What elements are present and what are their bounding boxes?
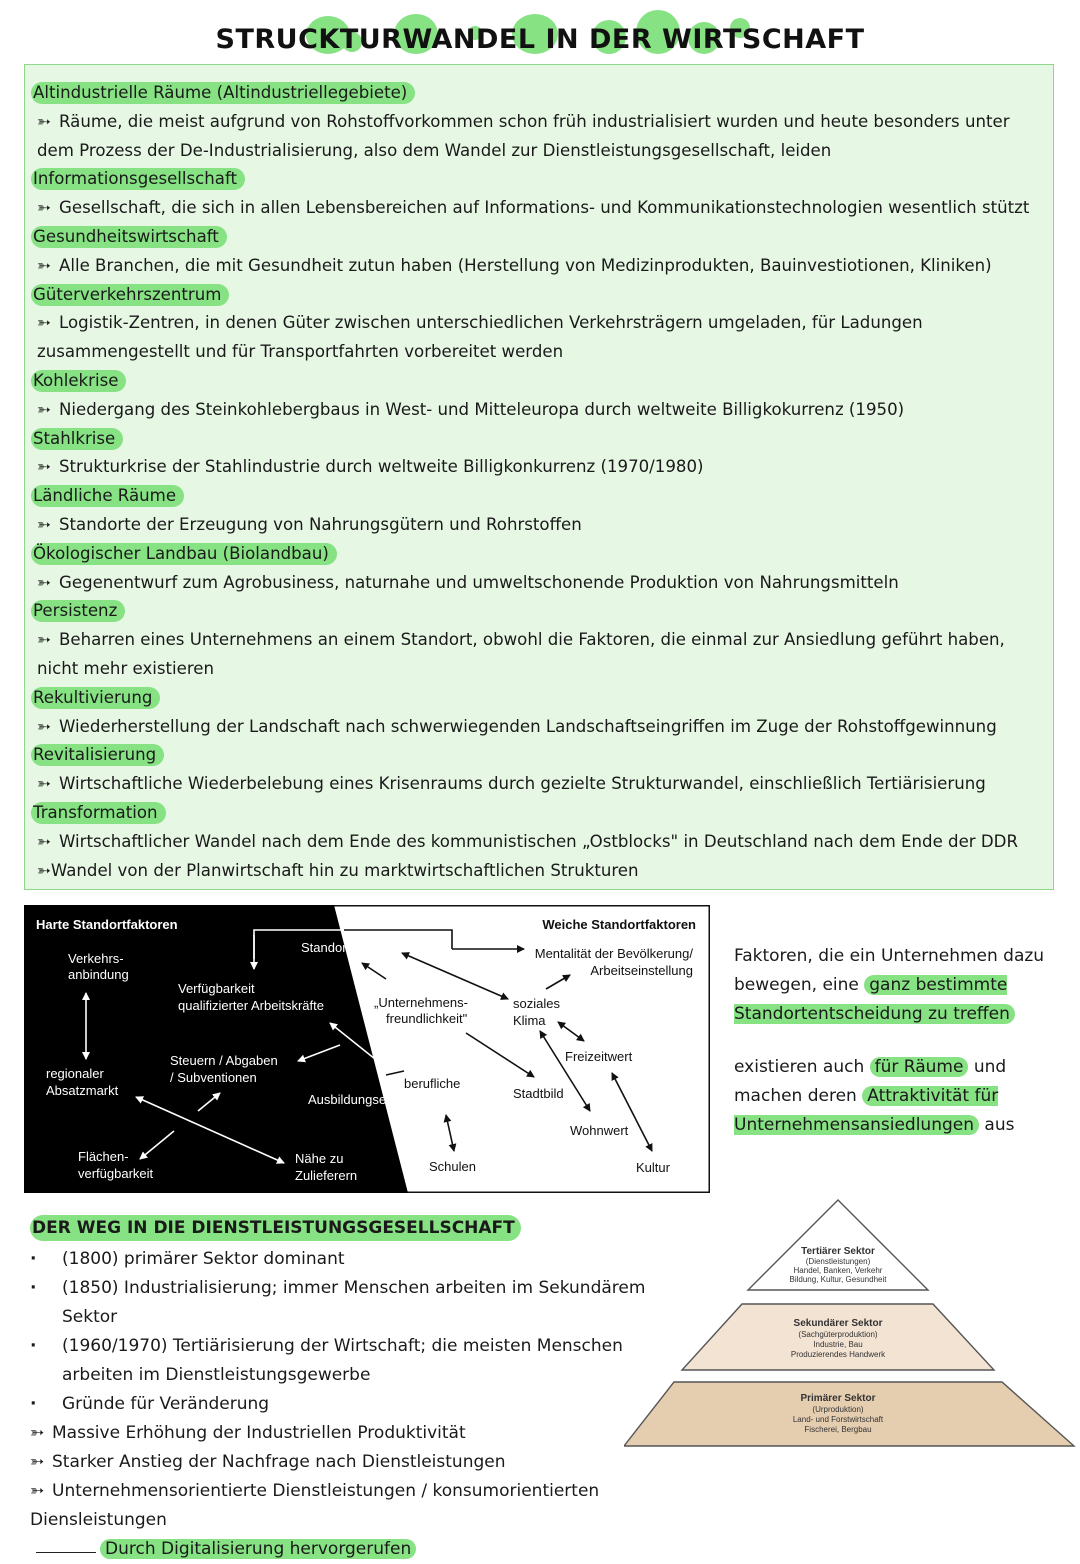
arrow-icon: ➳: [37, 716, 51, 736]
glossary-definition: [31, 108, 1041, 166]
arrow-icon: ➳: [37, 313, 51, 333]
glossary-term: Güterverkehrszentrum: [31, 284, 229, 306]
label-standortimage-a: Standortimage: [301, 940, 386, 955]
note-highlight: für Räume: [870, 1057, 969, 1077]
glossary-term: Transformation: [31, 802, 166, 824]
label-unternehmensfreundlichkeit-2: freundlichkeit": [386, 1011, 468, 1026]
note-text: existieren auch: [734, 1057, 870, 1077]
reason-text: Starker Anstieg der Nachfrage nach Dienstleistungen: [52, 1452, 506, 1472]
sektoren-pyramid: [624, 1190, 1080, 1450]
reason-text: Massive Erhöhung der Industriellen Produktivität: [52, 1423, 466, 1443]
arrow-icon: ➳: [37, 572, 51, 592]
glossary-definition: [31, 770, 1041, 799]
label-kultur: Kultur: [636, 1160, 670, 1175]
label-flaechen: Flächen-: [78, 1149, 129, 1164]
glossary-definition: [31, 713, 1041, 742]
definition-text: Räume, die meist aufgrund von Rohstoffvorkommen schon früh industrialisiert wurden und heute besonders unter dem Prozess der De-Industrialisierung, also dem Wandel zur Dienstleistungsgesellschaft, leiden: [37, 111, 1010, 160]
arrow-icon: ➳: [37, 774, 51, 794]
label-berufliche: berufliche: [404, 1076, 461, 1091]
note-text: aus: [979, 1115, 1015, 1135]
glossary-term: Gesundheitswirtschaft: [31, 226, 227, 248]
glossary-definition: [31, 453, 1041, 482]
glossary-box: [24, 64, 1054, 890]
arrow-icon: ➳: [30, 1481, 45, 1501]
glossary-definition: [31, 511, 1041, 540]
dienstleistung-section: [30, 1214, 690, 1564]
secondary-sub: (Sachgüterproduktion): [798, 1330, 878, 1339]
definition-text: Logistik-Zentren, in denen Güter zwischen unterschiedlichen Verkehrsträgern umgeladen, für Ladungen zusammengestellt und für Transportfahrten vorbereitet werden: [37, 313, 923, 362]
definition-text: Strukturkrise der Stahlindustrie durch weltweite Billigkonkurrenz (1970/1980): [59, 457, 704, 477]
label-mentalitaet: Mentalität der Bevölkerung/: [534, 946, 693, 961]
definition-text: Standorte der Erzeugung von Nahrungsgütern und Rohrstoffen: [59, 514, 582, 534]
glossary-definition: [31, 252, 1041, 281]
label-steuern-2: / Subventionen: [170, 1070, 257, 1085]
secondary-title: Sekundärer Sektor: [793, 1318, 883, 1329]
glossary-definition: [31, 194, 1041, 223]
glossary-term: Persistenz: [31, 600, 125, 622]
label-absatzmarkt: regionaler: [46, 1066, 104, 1081]
label-verkehrsanbindung: Verkehrs-: [68, 951, 124, 966]
conclusion-highlight: Durch Digitalisierung hervorgerufen: [100, 1539, 416, 1559]
standortfaktoren-diagram: [24, 905, 710, 1193]
primary-sub: (Urproduktion): [812, 1405, 864, 1414]
note-paragraph-1: [734, 942, 1054, 1029]
label-verkehrsanbindung-2: anbindung: [68, 967, 129, 982]
primary-sector-tier: [624, 1382, 1074, 1446]
glossary-definition: [31, 569, 1041, 598]
label-flaechen-2: verfügbarkeit: [78, 1166, 154, 1181]
glossary-term: Altindustrielle Räume (Altindustriellegebiete): [31, 82, 415, 104]
note-text: und machen deren: [734, 1057, 1007, 1106]
definition-text: Gesellschaft, die sich in allen Lebensbereichen auf Informations- und Kommunikationstechnologien wesentlich stützt: [59, 198, 1030, 218]
label-soziales-klima: soziales: [513, 996, 560, 1011]
note-highlight: ganz bestimmte Standortentscheidung zu treffen: [734, 975, 1015, 1024]
long-arrow-icon: [36, 1540, 96, 1553]
label-absatzmarkt-2: Absatzmarkt: [46, 1083, 119, 1098]
primary-line-2: Fischerei, Bergbau: [804, 1425, 872, 1434]
tertiary-sub: (Dienstleistungen): [805, 1257, 871, 1266]
glossary-term: Kohlekrise: [31, 370, 126, 392]
definition-text: Alle Branchen, die mit Gesundheit zutun haben (Herstellung von Medizinprodukten, Bauinvestiotionen, Kliniken): [59, 255, 992, 275]
label-steuern: Steuern / Abgaben: [170, 1053, 278, 1068]
definition-text: Wirtschaftliche Wiederbelebung eines Krisenraums durch gezielte Strukturwandel, einschließlich Tertiärisierung: [59, 774, 986, 794]
arrow-icon: ➳: [37, 630, 51, 650]
definition-text: Niedergang des Steinkohlebergbaus in West- und Mitteleuropa durch weltweite Billigkokurrenz (1950): [59, 399, 905, 419]
glossary-definition: [31, 396, 1041, 425]
tertiary-line-1: Handel, Banken, Verkehr: [793, 1266, 883, 1275]
pyramid-svg: [624, 1190, 1080, 1450]
reason-text: Unternehmensorientierte Dienstleistungen / konsumorientierten Diensleistungen: [30, 1481, 600, 1530]
list-item: · Gründe für Veränderung: [30, 1390, 690, 1419]
label-soziales-klima-2: Klima: [513, 1013, 546, 1028]
note-paragraph-2: [734, 1053, 1054, 1140]
tertiary-title: Tertiärer Sektor: [801, 1246, 875, 1257]
glossary-term: Revitalisierung: [31, 744, 164, 766]
label-wohnwert: Wohnwert: [570, 1123, 629, 1138]
arrow-icon: ➳: [37, 457, 51, 477]
glossary-definition: [31, 309, 1041, 367]
secondary-line-1: Industrie, Bau: [813, 1340, 863, 1349]
arrow-icon: ➳: [30, 1423, 45, 1443]
label-standortimage: [301, 940, 386, 955]
definition-text: Wiederherstellung der Landschaft nach schwerwiegenden Landschaftseingriffen im Zuge der Rohstoffgewinnung: [59, 716, 997, 736]
title-area: [0, 10, 1080, 72]
label-mentalitaet-2: Arbeitseinstellung: [590, 963, 693, 978]
primary-line-1: Land- und Forstwirtschaft: [792, 1415, 884, 1424]
section-title: DER WEG IN DIE DIENSTLEISTUNGSGESELLSCHAFT: [30, 1215, 521, 1241]
hard-factors-title: Harte Standortfaktoren: [36, 917, 178, 932]
glossary-definition: [31, 828, 1041, 886]
label-naehe-2: Zulieferern: [295, 1168, 358, 1183]
glossary-term: Stahlkrise: [31, 428, 123, 450]
label-unternehmensfreundlichkeit: „Unternehmens-: [374, 995, 468, 1010]
soft-factors-title: Weiche Standortfaktoren: [542, 917, 696, 932]
definition-text: Beharren eines Unternehmens an einem Standort, obwohl die Faktoren, die einmal zur Ansiedlung geführt haben, nicht mehr existieren: [37, 630, 1005, 678]
definition-text: Gegenentwurf zum Agrobusiness, naturnahe und umweltschonende Produktion von Nahrungsmitteln: [59, 572, 899, 592]
arrow-icon: ➳: [37, 831, 51, 851]
secondary-line-2: Produzierendes Handwerk: [790, 1350, 886, 1359]
diagram-svg: [24, 905, 710, 1193]
reason-item: [30, 1477, 690, 1535]
list-item: · (1850) Industrialisierung; immer Menschen arbeiten im Sekundärem Sektor: [30, 1274, 690, 1332]
label-verfuegbarkeit: Verfügbarkeit: [178, 981, 255, 996]
primary-title: Primärer Sektor: [800, 1393, 876, 1404]
note-highlight: Attraktivität für Unternehmensansiedlungen: [734, 1086, 999, 1135]
arrow-icon: ➳: [37, 399, 51, 419]
glossary-term: Rekultivierung: [31, 687, 160, 709]
label-freizeitwert: Freizeitwert: [565, 1049, 633, 1064]
arrow-icon: ➳: [37, 255, 51, 275]
label-stadtbild: Stadtbild: [513, 1086, 564, 1101]
label-schulen: Schulen: [429, 1159, 476, 1174]
standortfaktoren-note: [734, 942, 1054, 1140]
arrow-icon: ➳: [37, 111, 51, 131]
bullet-list: [30, 1245, 690, 1564]
label-naehe: Nähe zu: [295, 1151, 344, 1166]
conclusion-item: [30, 1535, 690, 1564]
glossary-term: Informationsgesellschaft: [31, 168, 245, 190]
arrow-icon: ➳: [37, 198, 51, 218]
arrow-icon: ➳: [30, 1452, 45, 1472]
label-verfuegbarkeit-2: qualifizierter Arbeitskräfte: [178, 998, 324, 1013]
tertiary-line-2: Bildung, Kultur, Gesundheit: [789, 1275, 887, 1284]
reason-item: [30, 1448, 690, 1477]
reason-item: [30, 1419, 690, 1448]
arrow-icon: ➳: [37, 514, 51, 534]
definition-text: Wirtschaftlicher Wandel nach dem Ende des kommunistischen „Ostblocks" in Deutschland nach dem Ende der DDR ➳Wandel von der Planwirtschaft hin zu marktwirtschaftlichen Strukturen: [37, 831, 1018, 880]
label-ausbildung: Ausbildungseinrichtungen: [308, 1092, 457, 1107]
page-title: STRUCKTURWANDEL IN DER WIRTSCHAFT: [215, 24, 865, 55]
note-text: Faktoren, die ein Unternehmen dazu bewegen, eine: [734, 946, 1045, 995]
glossary-definition: [31, 626, 1041, 684]
list-item: · (1800) primärer Sektor dominant: [30, 1245, 690, 1274]
glossary-term: Ländliche Räume: [31, 485, 184, 507]
list-item: · (1960/1970) Tertiärisierung der Wirtschaft; die meisten Menschen arbeiten im Dienstleistungsgewerbe: [30, 1332, 690, 1390]
glossary-term: Ökologischer Landbau (Biolandbau): [31, 543, 337, 565]
